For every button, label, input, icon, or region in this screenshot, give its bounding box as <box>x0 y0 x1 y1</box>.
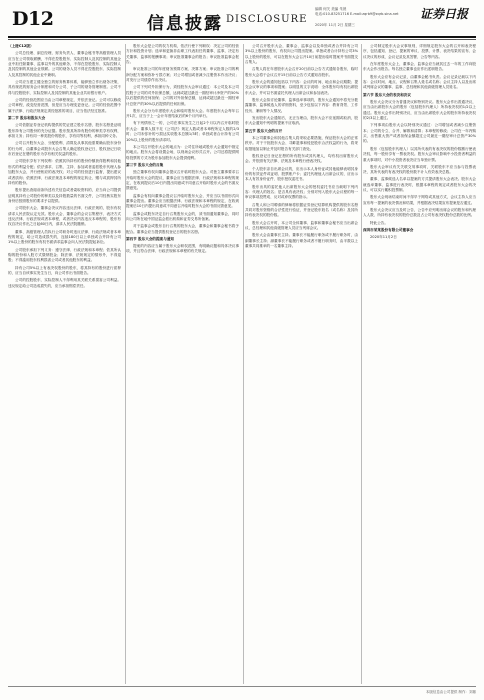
body-paragraph: 公司下列对外担保行为，须经股东大会审议通过：本公司及本公司控股子公司的对外担保总额，达到或超过最近一期经审计净资产的50%以后提供的任何担保；公司的对外担保总额，达到或超过最近一期经审计总资产的30%以后提供的任何担保。 <box>126 85 239 106</box>
body-paragraph: 在年度股东大会上，董事会、监事会应当就其过去一年的工作向股东大会作出报告。每名独立董事也应作出述职报告。 <box>363 62 476 72</box>
body-paragraph: 股东大会决议应当及时公告，公告中应列明出席会议的股东和代理人人数、所持有表决权的股份总数及占公司有表决权股份总数的比例。 <box>363 207 476 218</box>
header-rule-thin <box>8 39 476 40</box>
column-4 <box>363 44 476 684</box>
body-paragraph: 公司的经营范围应当由公司章程规定，并依法登记。公司可以修改公司章程，改变经营范围，但是应当办理变更登记。公司的经营范围中属于法律、行政法规规定须经批准的项目，应当依法经过批准。 <box>8 98 121 113</box>
contact-line: 电话:010-83251716 E-mail:zqrb9@zqrb.sina.net <box>315 12 399 16</box>
body-paragraph: 召集人将在年度股东大会召开20日前以公告方式通知各股东，临时股东大会将于会议召开15日前以公告方式通知各股东。 <box>245 67 358 77</box>
section-heading: 第四节 股东大会的提案与通知 <box>126 236 174 241</box>
body-paragraph: 股东（包括股东代理人）以其所代表的有表决权的股份数额行使表决权，每一股份享有一票表决权。股东大会审议影响中小投资者利益的重大事项时，对中小投资者表决应当单独计票。 <box>363 146 476 162</box>
page-header <box>0 0 484 36</box>
column-2 <box>126 44 239 684</box>
page-footer <box>8 690 476 698</box>
section-title: 信息披露 <box>147 14 223 34</box>
body-paragraph: 提案的内容应当属于股东大会职权范围，有明确议题和具体决议事项，并且符合法律、行政法规和本章程的有关规定。 <box>126 243 239 254</box>
body-paragraph: 公司召开股东大会、分配股利、清算及从事其他需要确认股东身份的行为时，由董事会或股东大会召集人确定股权登记日，股权登记日收市后登记在册的股东为享有相关权益的股东。 <box>8 141 121 157</box>
body-paragraph: 股东大会是公司的权力机构，依法行使下列职权：决定公司的经营方针和投资计划；选举和更换非由职工代表担任的董事、监事，决定有关董事、监事的报酬事项；审议批准董事会的报告；审议批准监事会报告。 <box>126 44 239 65</box>
section-heading: 第三节 股东大会的召集 <box>126 162 164 167</box>
body-paragraph: 公司股东大会、董事会决议内容违反法律、行政法规的，股东有权请求人民法院认定无效。股东大会、董事会的会议召集程序、表决方式违反法律、行政法规或者本章程，或者决议内容违反本章程的，股东有权自决议作出之日起60日内，请求人民法院撤销。 <box>8 206 121 227</box>
body-paragraph: 本公司召开股东大会的地点为：公司住所地或股东大会通知中指定的地点。股东大会将设置会场，以现场会议形式召开。公司还将提供网络投票的方式为股东参加股东大会提供便利。 <box>126 144 239 160</box>
section-heading: 深圳市某某股份有限公司董事会 <box>363 227 414 232</box>
footer-note: 本版信息由公司提供 制作：刘雄 <box>425 690 476 694</box>
section-heading: （上接C12版） <box>8 44 34 48</box>
body-paragraph: 公司股东享有下列权利：依照其所持有的股份份额获得股利和其他形式的利益分配；依法请求、召集、主持、参加或者委派股东代理人参加股东大会，并行使相应的表决权；对公司的经营进行监督，提出建议或者质询；依照法律、行政法规及本章程的规定转让、赠与或质押其所持有的股份。 <box>8 159 121 185</box>
header-rule <box>8 36 476 38</box>
body-paragraph: 股东出具的委托他人出席股东大会的授权委托书应当载明下列内容：代理人的姓名；是否具有表决权；分别对列入股东大会议程的每一审议事项投赞成、反对或弃权票的指示。 <box>245 184 358 200</box>
body-paragraph: 董事、监事候选人名单以提案的方式提请股东大会表决。股东大会就选举董事、监事进行表决时，根据本章程的规定或者股东大会的决议，可以实行累积投票制。 <box>363 177 476 193</box>
body-paragraph: 监事会或股东决定自行召集股东大会的，须书面通知董事会，同时向公司所在地中国证监会派出机构和证券交易所备案。 <box>126 211 239 221</box>
body-paragraph: 监事会有权向董事会提议召开临时股东大会，并应当以书面形式向董事会提出。董事会应当根据法律、行政法规和本章程的规定，在收到提案后10日内提出同意或不同意召开临时股东大会的书面反馈意见。 <box>126 193 239 209</box>
newspaper-masthead: 证券日报 <box>420 7 469 21</box>
editor-line: 编辑 何关 美编 朱晨 <box>315 7 347 11</box>
body-paragraph: 特此公告。 <box>370 220 388 225</box>
body-paragraph: 下列事项由股东大会以特别决议通过：公司增加或者减少注册资本；公司的分立、合并、解散和清算；本章程的修改；公司在一年内购买、出售重大资产或者担保金额超过公司最近一期经审计总资产30%的。 <box>363 123 476 144</box>
body-paragraph: 发出股东大会通知后，无正当理由，股东大会不应延期或取消，股东大会通知中列明的提案不应取消。 <box>245 116 358 126</box>
section-title-en: DISCLOSURE <box>226 14 308 25</box>
column-divider <box>361 44 362 684</box>
article-columns <box>8 44 476 684</box>
body-paragraph: 公司股东承担下列义务：遵守法律、行政法规和本章程；依其所认购的股份和入股方式缴纳股金；除法律、法规规定的情形外，不得退股；不得滥用股东权利损害公司或者其他股东的利益。 <box>8 247 121 263</box>
body-paragraph: 本公司董事会和其他召集人将采取必要措施，保证股东大会的正常秩序。对于干扰股东大会、寻衅滋事和侵犯股东合法权益的行为，将采取措施加以制止并及时报告有关部门查处。 <box>245 135 358 151</box>
body-paragraph: 股东大会审议有关关联交易事项时，关联股东不应当参与投票表决，其所代表的有表决权的股份数不计入有效表决总数。 <box>363 164 476 175</box>
column-3 <box>245 44 358 684</box>
body-paragraph: 股东大会应有会议记录，由董事会秘书负责。会议记录记载以下内容：会议时间、地点、议程和召集人姓名或名称；会议主持人以及出席或列席会议的董事、监事、总经理和其他高级管理人员姓名。 <box>363 74 476 90</box>
body-paragraph: 有下列情形之一的，公司在事实发生之日起2个月以内召开临时股东大会：董事人数不足《公司法》规定人数或者本章程所定人数的2/3时；公司未弥补的亏损达实收股本总额1/3时；单独或者合计持有公司10%以上股份的股东请求时。 <box>126 121 239 142</box>
body-paragraph: 个人股东亲自出席会议的，应出示本人身份证或其他能够表明其身份的有效证件或证明、股票账户卡；委托代理他人出席会议的，应出示本人有效身份证件、股东授权委托书。 <box>245 166 358 182</box>
body-paragraph: 召集人和公司聘请的律师将依据证券登记结算机构提供的股东名册共同对股东资格的合法性进行验证，并登记股东姓名（或名称）及其所持有表决权的股份数。 <box>245 202 358 218</box>
body-paragraph: 独立董事有权向董事会提议召开临时股东大会。对独立董事要求召开临时股东大会的提议，董事会应当根据法律、行政法规和本章程的规定，在收到提议后10日内提出同意或不同意召开临时股东大会的书面反馈意见。 <box>126 170 239 191</box>
body-paragraph: 股东大会拟讨论董事、监事选举事项的，股东大会通知中将充分披露董事、监事候选人的详细资料，至少包括以下内容：教育背景、工作经历、兼职等个人情况。 <box>245 98 358 113</box>
body-paragraph: 2020年11月2日 <box>370 234 397 239</box>
body-paragraph: 股东大会的通知包括以下内容：会议的时间、地点和会议期限；提交会议审议的事项和提案；以明显的文字说明：全体股东均有权出席股东大会，并可以书面委托代理人出席会议和参加表决。 <box>245 80 358 95</box>
section-heading: 第六节 股东大会的表决和决议 <box>363 92 411 97</box>
body-paragraph: 董事、高级管理人员执行公司职务时违反法律、行政法规或者本章程的规定，给公司造成损失的，连续180日以上单独或合并持有公司1%以上股份的股东有权书面请求监事会向人民法院提起诉讼。 <box>8 229 121 245</box>
column-1 <box>8 44 121 684</box>
body-paragraph: 股东大会由董事长主持。董事长不能履行职务或不履行职务时，由副董事长主持；副董事长不能履行职务或者不履行职务时，由半数以上董事共同推举的一名董事主持。 <box>245 233 358 248</box>
column-divider <box>243 44 244 684</box>
body-paragraph: 公司总经理、副总经理、财务负责人、董事会秘书等高级管理人员应当在公司领取薪酬，不得在控股股东、实际控制人及其控制的其他企业中担任除董事、监事以外的其他职务，不得在控股股东、实际控制人及其控制的其他企业领薪。公司的财务人员不得在控股股东、实际控制人及其控制的其他企业中兼职。 <box>8 51 121 77</box>
section-heading: 第二节 股东和股东大会 <box>8 116 46 121</box>
body-paragraph: 公司制定股东大会议事规则，详细规定股东大会的召开和表决程序，包括通知、登记、提案的审议、投票、计票、表决结果的宣布、会议决议的形成、会议记录及其签署、公告等内容。 <box>363 44 476 59</box>
body-paragraph: 持有公司5%以上有表决权股份的股东，将其持有的股份进行质押的，应当自该事实发生当日，向公司作出书面报告。 <box>8 265 121 275</box>
body-paragraph: 股东大会召开时，本公司全体董事、监事和董事会秘书应当出席会议，总经理和其他高级管理人员应当列席会议。 <box>245 220 358 230</box>
body-paragraph: 公司依据证券登记机构提供的凭证建立股东名册，股东名册是证明股东持有公司股份的充分证据。股东按其所持有股份的种类享有权利，承担义务；持有同一种类股份的股东，享有同等权利，承担同种义务。 <box>8 123 121 139</box>
body-paragraph: 股权登记日登记在册的所有股东或其代理人，均有权出席股东大会。并依照有关法律、法规及本章程行使表决权。 <box>245 153 358 164</box>
section-heading: 第五节 股东大会的召开 <box>245 128 283 133</box>
footer-rule <box>8 686 476 687</box>
page-number: D12 <box>12 8 54 30</box>
body-paragraph: 公司应当建立健全独立的财务核算体系，能够独立作出财务决策，具有规范的财务会计制度和对分公司、子公司的财务管理制度。公司不得与控股股东、实际控制人及其控制的其他企业共用银行账户。 <box>8 80 121 95</box>
body-paragraph: 公司召开股东大会，董事会、监事会以及单独或者合并持有公司3%以上股份的股东，有权向公司提出提案。单独或者合计持有公司3%以上股份的股东，可以在股东大会召开10日前提出临时提案并书面提交召集人。 <box>245 44 358 65</box>
body-paragraph: 对于监事会或股东自行召集的股东大会，董事会和董事会秘书将予配合。董事会应当提供股权登记日的股东名册。 <box>126 224 239 234</box>
body-paragraph: 股东大会现场结束时间不得早于网络或其他方式，会议主持人应当宣布每一提案的表决情况和结果，并根据表决结果宣布提案是否通过。 <box>363 195 476 205</box>
date-line: 2020年 11月 2日 星期三 <box>315 23 355 27</box>
body-paragraph: 审议批准公司的年度财务预算方案、决算方案；审议批准公司的利润分配方案和弥补亏损方案；对公司增加或者减少注册资本作出决议；对发行公司债券作出决议。 <box>126 67 239 83</box>
body-paragraph: 股东提出查阅前条所述有关信息或者索取资料的，应当向公司提供证明其持有公司股份的种类以及持股数量的书面文件，公司经核实股东身份后按照股东的要求予以提供。 <box>8 188 121 203</box>
body-paragraph: 公司的控股股东、实际控制人不得利用其关联关系损害公司利益。违反规定给公司造成损失的，应当承担赔偿责任。 <box>8 278 121 288</box>
body-paragraph: 股东大会分为年度股东大会和临时股东大会。年度股东大会每年召开1次，应当于上一会计年度结束后的6个月内举行。 <box>126 108 239 119</box>
body-paragraph: 股东大会决议分为普通决议和特别决议。股东大会作出普通决议，应当由出席股东大会的股东（包括股东代理人）所持表决权的1/2以上通过。股东大会作出特别决议，应当由出席股东大会的股东所持表决权的2/3以上通过。 <box>363 99 476 121</box>
